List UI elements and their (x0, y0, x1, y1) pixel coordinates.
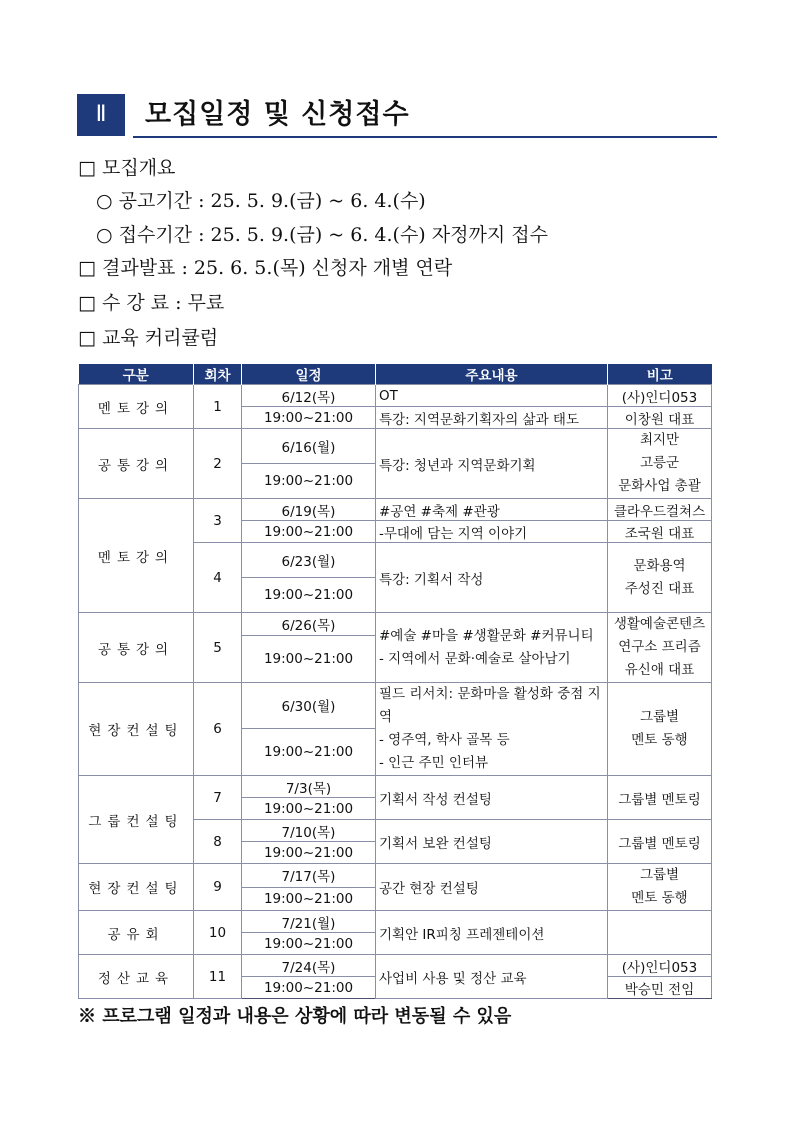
content-line: 특강: 지역문화기획자의 삶과 태도 (376, 407, 608, 429)
header-content: 주요내용 (376, 364, 608, 385)
category-cell: 멘토강의 (79, 499, 194, 613)
note-line: 연구소 프리즘 (618, 639, 701, 655)
section-underline (133, 136, 717, 138)
note-line: (사)인디053 (608, 385, 712, 407)
table-row (79, 429, 712, 464)
session-number: 4 (194, 543, 242, 613)
session-date: 6/30(월) (242, 683, 376, 729)
session-time: 19:00~21:00 (242, 933, 376, 955)
session-date: 6/26(목) (242, 613, 376, 636)
session-time: 19:00~21:00 (242, 728, 376, 775)
note-line: 이창원 대표 (608, 407, 712, 429)
header-session: 회차 (194, 364, 242, 385)
session-date: 7/17(목) (242, 864, 376, 888)
category-cell: 공유회 (79, 911, 194, 955)
content-line: 사업비 사용 및 정산 교육 (376, 955, 608, 999)
session-time: 19:00~21:00 (242, 578, 376, 613)
table-row (79, 955, 712, 977)
session-number: 5 (194, 613, 242, 683)
note-line: 박승민 전임 (608, 977, 712, 999)
session-time: 19:00~21:00 (242, 798, 376, 820)
session-time: 19:00~21:00 (242, 977, 376, 999)
session-time: 19:00~21:00 (242, 842, 376, 864)
apply-period: ○ 접수기간 : 25. 5. 9.(금) ~ 6. 4.(수) 자정까지 접수 (96, 224, 548, 246)
section-number: Ⅱ (77, 94, 125, 136)
session-time: 19:00~21:00 (242, 635, 376, 682)
notice-period: ○ 공고기간 : 25. 5. 9.(금) ~ 6. 4.(수) (96, 190, 426, 212)
session-time: 19:00~21:00 (242, 887, 376, 911)
note-line: 그룹별 멘토링 (608, 820, 712, 864)
tuition-fee: □ 수 강 료 : 무료 (78, 292, 225, 314)
header-category: 구분 (79, 364, 194, 385)
content-cell (376, 683, 608, 776)
session-number: 6 (194, 683, 242, 776)
note-line: 그룹별 (639, 867, 680, 883)
result-announcement: □ 결과발표 : 25. 6. 5.(목) 신청자 개별 연락 (78, 257, 453, 279)
note-cell (608, 543, 712, 613)
footnote: ※ 프로그램 일정과 내용은 상황에 따라 변동될 수 있음 (78, 1006, 512, 1027)
note-line: 문화사업 총괄 (618, 478, 701, 494)
note-line: 최지만 (639, 432, 680, 448)
note-line: 유신애 대표 (624, 662, 695, 678)
section-title: 모집일정 및 신청접수 (145, 99, 410, 130)
note-line: 그룹별 (639, 709, 680, 725)
content-line: #예술 #마을 #생활문화 #커뮤니티 (379, 627, 594, 644)
session-time: 19:00~21:00 (242, 407, 376, 429)
category-cell: 멘토강의 (79, 385, 194, 429)
session-number: 11 (194, 955, 242, 999)
table-row (79, 385, 712, 407)
content-line: 특강: 기획서 작성 (376, 543, 608, 613)
session-date: 7/24(목) (242, 955, 376, 977)
content-line: -무대에 담는 지역 이야기 (376, 521, 608, 543)
note-cell (608, 864, 712, 911)
session-number: 2 (194, 429, 242, 499)
note-line: 생활예술콘텐츠 (613, 616, 706, 632)
session-date: 6/12(목) (242, 385, 376, 407)
note-line: 조국원 대표 (608, 521, 712, 543)
table-row (79, 776, 712, 798)
category-cell: 공통강의 (79, 613, 194, 683)
content-line: 공간 현장 컨설팅 (376, 864, 608, 911)
table-row (79, 613, 712, 636)
content-line: - 지역에서 문화·예술로 살아남기 (379, 650, 571, 667)
table-row (79, 911, 712, 933)
session-number: 10 (194, 911, 242, 955)
category-cell: 공통강의 (79, 429, 194, 499)
content-line: - 영주역, 학사 골목 등 (379, 732, 510, 748)
note-line: 클라우드컬쳐스 (608, 499, 712, 521)
session-number: 9 (194, 864, 242, 911)
note-line: 멘토 동행 (631, 732, 688, 748)
table-header-row (79, 364, 712, 385)
table-row (79, 683, 712, 729)
note-line: 멘토 동행 (631, 890, 688, 906)
header-schedule: 일정 (242, 364, 376, 385)
session-number: 7 (194, 776, 242, 820)
table-row (79, 499, 712, 521)
category-cell: 현장컨설팅 (79, 683, 194, 776)
session-date: 6/23(월) (242, 543, 376, 578)
content-line: 특강: 청년과 지역문화기획 (376, 429, 608, 499)
note-line: 주성진 대표 (624, 580, 695, 597)
content-line: - 인근 주민 인터뷰 (379, 755, 489, 771)
content-line: 기획안 IR피칭 프레젠테이션 (376, 911, 608, 955)
section-header (77, 94, 717, 138)
note-line: 그룹별 멘토링 (608, 776, 712, 820)
note-cell (608, 683, 712, 776)
session-date: 6/16(월) (242, 429, 376, 464)
note-cell-empty (608, 911, 712, 955)
note-line: 고릉군 (639, 455, 680, 471)
recruit-overview-heading: □ 모집개요 (78, 157, 176, 179)
session-date: 6/19(목) (242, 499, 376, 521)
note-line: 문화용역 (633, 557, 686, 574)
category-cell: 그룹컨설팅 (79, 776, 194, 864)
content-line: 기획서 작성 컨설팅 (376, 776, 608, 820)
session-number: 3 (194, 499, 242, 543)
content-line: #공연 #축제 #관광 (376, 499, 608, 521)
table-row (79, 864, 712, 888)
note-line: (사)인디053 (608, 955, 712, 977)
curriculum-heading: □ 교육 커리큘럼 (78, 327, 219, 349)
content-line: 필드 리서치: 문화마을 활성화 중점 지역 (379, 686, 601, 725)
header-note: 비고 (608, 364, 712, 385)
session-number: 1 (194, 385, 242, 429)
category-cell: 현장컨설팅 (79, 864, 194, 911)
category-cell: 정산교육 (79, 955, 194, 999)
session-time: 19:00~21:00 (242, 464, 376, 499)
session-date: 7/10(목) (242, 820, 376, 842)
content-line: 기획서 보완 컨설팅 (376, 820, 608, 864)
note-cell (608, 613, 712, 683)
session-number: 8 (194, 820, 242, 864)
curriculum-table (78, 364, 712, 999)
session-date: 7/21(월) (242, 911, 376, 933)
session-date: 7/3(목) (242, 776, 376, 798)
session-time: 19:00~21:00 (242, 521, 376, 543)
note-cell (608, 429, 712, 499)
content-cell (376, 613, 608, 683)
content-line: OT (376, 385, 608, 407)
